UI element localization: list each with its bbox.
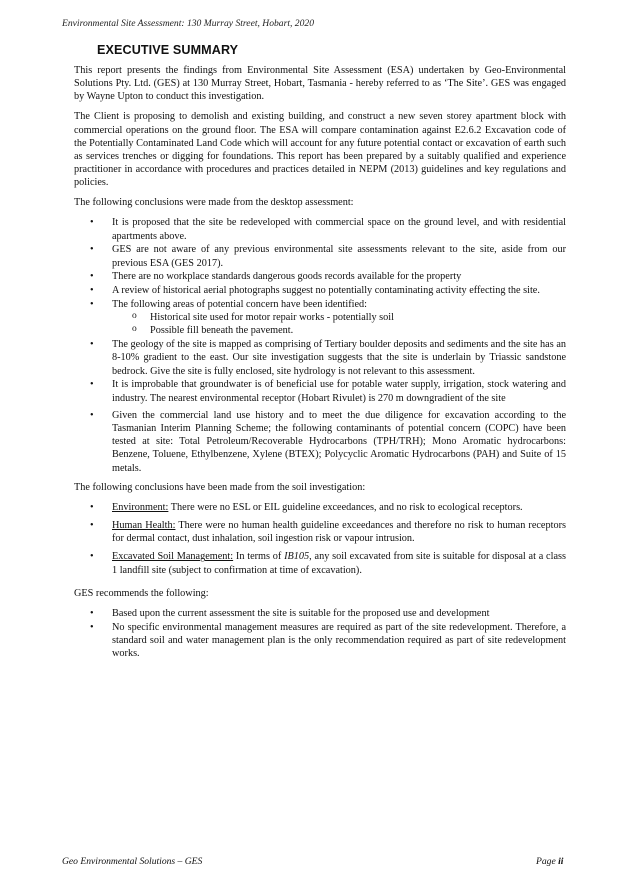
desktop-intro: The following conclusions were made from the desktop assessment: — [74, 197, 354, 209]
section-title: EXECUTIVE SUMMARY — [97, 43, 239, 57]
list-item: • Based upon the current assessment the site is suitable for the proposed use and development — [74, 607, 566, 620]
environment-text: There were no ESL or EIL guideline exceedances, and no risk to ecological receptors. — [168, 501, 523, 513]
recommend-intro: GES recommends the following: — [74, 587, 209, 599]
soil-management-label: Excavated Soil Management: — [112, 551, 234, 563]
environment-label: Environment: — [112, 501, 169, 513]
page-word: Page — [536, 856, 556, 867]
soil-intro: The following conclusions have been made from the soil investigation: — [74, 481, 366, 493]
footer-company: Geo Environmental Solutions – GES — [62, 856, 203, 867]
list-item: • No specific environmental management measures are required as part of the site redevelopment. Therefore, a standard soil and water management plan is the only recommendation required as part of site redevelopment works. — [74, 621, 566, 661]
list-item — [74, 298, 566, 338]
proposal-paragraph: The Client is proposing to demolish and existing building, and construct a new seven storey apartment block with commercial operations on the ground floor. The ESA will compare contamination against E2.6.2 Excavation code of the Potentially Contaminated Land Code which will account for any future potential contact or excavation of earth such as services trenches or digging for foundations. This report has been prepared by a suitably qualified and experience practitioner in accordance with procedures and practices detailed in NEPM (2013) guidelines and key regulations and policies. — [74, 111, 566, 189]
sub-list-item: o Historical site used for motor repair works - potentially soil — [112, 311, 566, 324]
human-health-text: There were no human health guideline exceedances and therefore no risk to human receptors for dermal contact, dust inhalation, soil ingestion risk or vapour intrusion. — [112, 520, 566, 545]
soil-management-text-before: In terms of — [233, 551, 285, 563]
recommendations-list — [74, 607, 566, 660]
soil-management-text-after: , any soil excavated from site is suitable for disposal at a class 1 landfill site (subject to confirmation at time of excavation). — [112, 551, 566, 576]
list-item — [74, 519, 566, 545]
human-health-label: Human Health: — [112, 520, 176, 532]
intro-paragraph: This report presents the findings from Environmental Site Assessment (ESA) undertaken by Geo-Environmental Solutions Pty. Ltd. (GES) at 130 Murray Street, Hobart, Tasmania - hereby referred to as ‘The Site’. GES was engaged by Wayne Upton to conduct this investigation. — [74, 65, 566, 103]
page-num: ii — [558, 856, 564, 867]
sub-list-item: o Possible fill beneath the pavement. — [112, 324, 566, 337]
list-item: • GES are not aware of any previous environmental site assessments relevant to the site, aside from our previous ESA (GES 2017). — [74, 243, 566, 269]
list-item — [74, 501, 566, 514]
list-item: • The geology of the site is mapped as comprising of Tertiary boulder deposits and sediments and the site has an 8-10% gradient to the east. Our site investigation suggests that the site is underlain by Triassic sandstone bedrock. Give the site is fully enclosed, site hydrology is not relevant to this assessment. — [74, 338, 566, 378]
list-item — [74, 550, 566, 576]
summary-body — [74, 64, 566, 666]
list-item: • A review of historical aerial photographs suggest no potentially contaminating activity effecting the site. — [74, 284, 566, 297]
list-item: • There are no workplace standards dangerous goods records available for the property — [74, 270, 566, 283]
list-item: • It is proposed that the site be redeveloped with commercial space on the ground level, and with residential apartments above. — [74, 216, 566, 242]
running-header: Environmental Site Assessment: 130 Murray Street, Hobart, 2020 — [62, 18, 314, 29]
list-item: • It is improbable that groundwater is of beneficial use for potable water supply, irrigation, stock watering and industry. The nearest environmental receptor (Hobart Rivulet) is 270 m downgradient of the site — [74, 378, 566, 404]
desktop-conclusions-list — [74, 216, 566, 474]
list-item: • Given the commercial land use history and to meet the due diligence for excavation according to the Tasmanian Interim Planning Scheme; the following contaminants of potential concern (COPC) have been tested at site: Total Petroleum/Recoverable Hydrocarbons (TPH/TRH); Mono Aromatic hydrocarbons: Benzene, Toluene, Ethylbenzene, Xylene (BTEX); Polycyclic Aromatic Hydrocarbons (PAH) and Suite of 15 metals. — [74, 409, 566, 475]
bulletin-reference: IB105 — [284, 551, 310, 563]
concern-heading: The following areas of potential concern have been identified: — [112, 299, 368, 311]
concern-sublist — [112, 311, 566, 337]
page-number — [536, 856, 563, 867]
soil-conclusions-list — [74, 501, 566, 577]
